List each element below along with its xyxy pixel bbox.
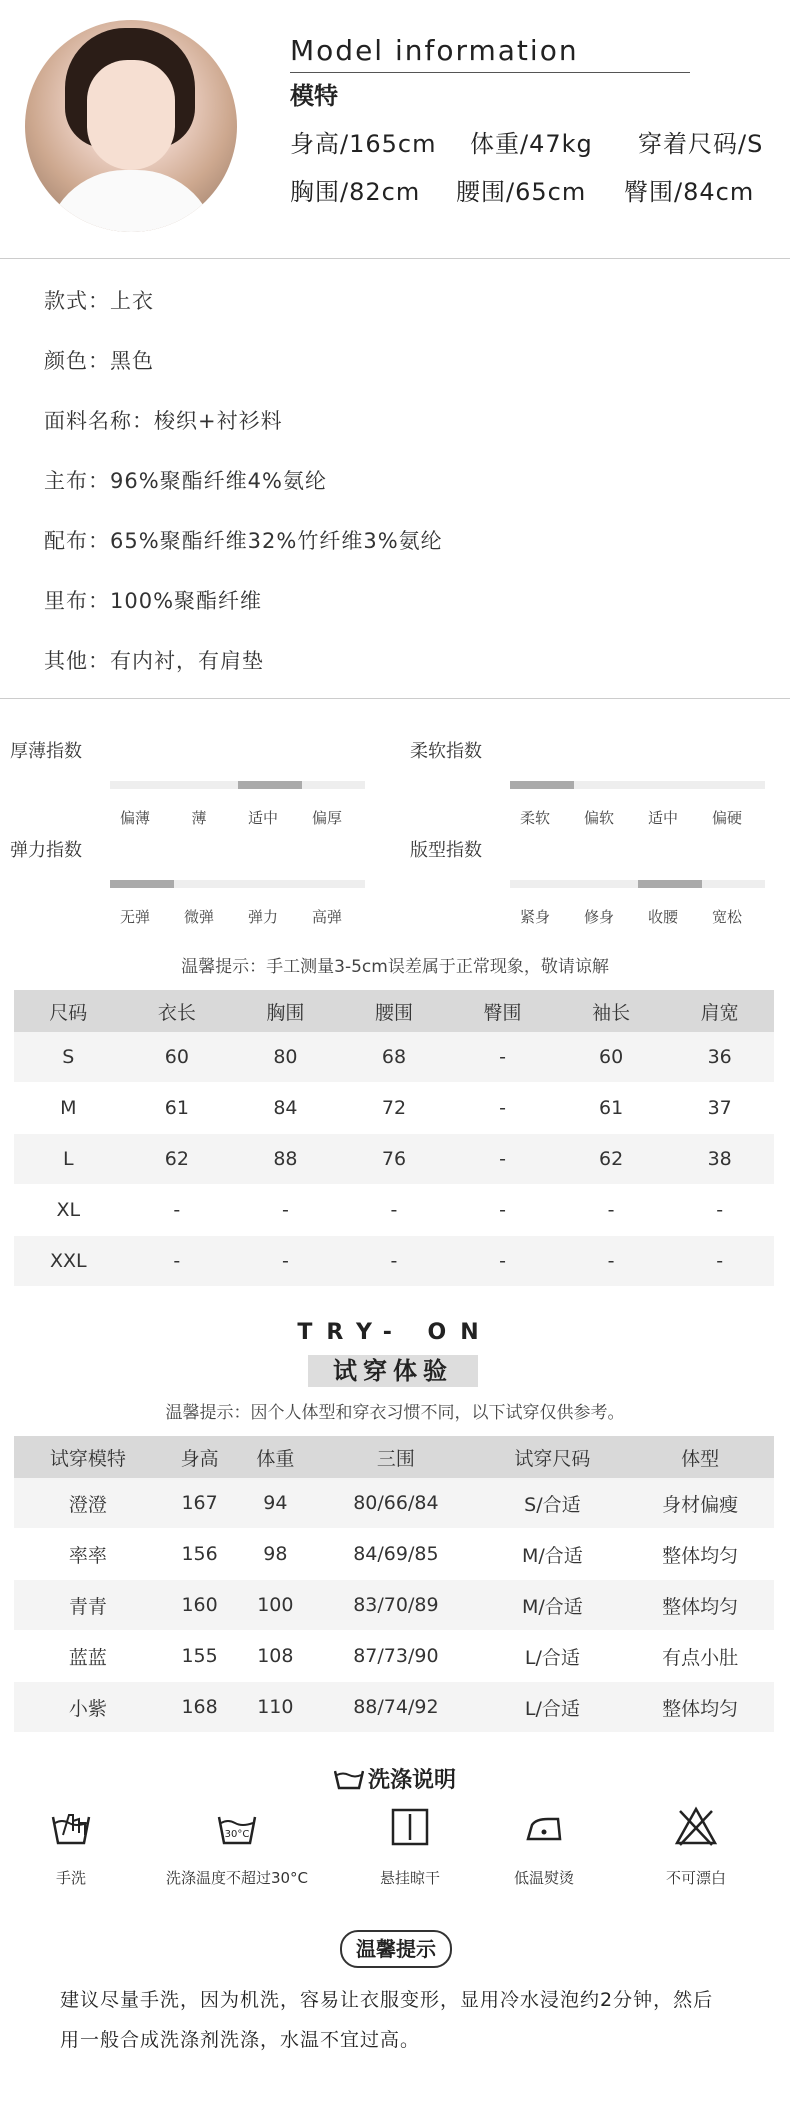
model-hip: 臀围/84cm: [624, 178, 755, 206]
table-header: 尺码: [14, 990, 123, 1032]
index-option: 紧身: [519, 908, 551, 926]
spec-secondary-fabric: 配布：65%聚酯纤维32%竹纤维3%氨纶: [44, 529, 443, 553]
table-cell: 36: [665, 1032, 774, 1083]
title-underline: [290, 72, 690, 73]
table-cell: 37: [665, 1083, 774, 1134]
table-cell: M/合适: [479, 1529, 627, 1580]
table-cell: 61: [557, 1083, 666, 1134]
table-row: [14, 1185, 774, 1236]
table-cell: XXL: [14, 1236, 123, 1287]
table-row: [14, 1682, 774, 1733]
table-cell: 68: [340, 1032, 449, 1083]
index-2: [10, 836, 390, 926]
wash-item-iron: [464, 1805, 624, 1888]
index-bar-fill: [110, 880, 174, 888]
table-cell: 62: [123, 1134, 232, 1185]
table-header: 身高: [162, 1436, 238, 1478]
table-row: [14, 1478, 774, 1529]
table-cell: 156: [162, 1529, 238, 1580]
index-bar-fill: [238, 781, 302, 789]
wash-label-bleach: 不可漂白: [665, 1869, 726, 1887]
tryon-notice: 温馨提示：因个人体型和穿衣习惯不同，以下试穿仅供参考。: [165, 1403, 625, 1423]
index-label: 版型指数: [410, 840, 482, 861]
wash-30-icon: [215, 1805, 259, 1849]
tryon-table: [14, 1436, 774, 1733]
index-3: [410, 836, 790, 926]
table-cell: M/合适: [479, 1580, 627, 1631]
size-notice: 温馨提示：手工测量3-5cm误差属于正常现象，敬请谅解: [181, 957, 609, 977]
hang-dry-icon: [388, 1805, 432, 1849]
table-cell: 澄澄: [14, 1478, 162, 1529]
table-cell: L: [14, 1134, 123, 1185]
index-option: 柔软: [519, 809, 551, 827]
spec-main-fabric: 主布：96%聚酯纤维4%氨纶: [44, 469, 327, 493]
divider: [0, 258, 790, 259]
table-header: 胸围: [231, 990, 340, 1032]
index-option: 收腰: [647, 908, 679, 926]
wash-title-label: 洗涤说明: [367, 1768, 456, 1793]
table-cell: XL: [14, 1185, 123, 1236]
table-header: 试穿模特: [14, 1436, 162, 1478]
index-bar-fill: [510, 781, 574, 789]
model-size: 穿着尺码/S: [638, 130, 764, 158]
wash-temp-badge: 30°C: [224, 1829, 250, 1840]
table-cell: -: [665, 1236, 774, 1287]
tryon-subtitle: 试穿体验: [308, 1355, 478, 1387]
table-cell: 87/73/90: [313, 1631, 478, 1682]
table-header: 体型: [626, 1436, 774, 1478]
table-cell: 84: [231, 1083, 340, 1134]
wash-item-temp: [157, 1805, 317, 1888]
index-option: 适中: [647, 809, 679, 827]
table-cell: 有点小肚: [626, 1631, 774, 1682]
table-cell: 62: [557, 1134, 666, 1185]
table-cell: 108: [237, 1631, 313, 1682]
spec-color: 颜色：黑色: [44, 349, 154, 373]
index-bar: [510, 880, 765, 888]
table-header: 体重: [237, 1436, 313, 1478]
table-cell: L/合适: [479, 1631, 627, 1682]
table-cell: 167: [162, 1478, 238, 1529]
table-cell: -: [123, 1185, 232, 1236]
table-row: [14, 1580, 774, 1631]
table-cell: -: [340, 1185, 449, 1236]
table-cell: -: [231, 1236, 340, 1287]
table-cell: 整体均匀: [626, 1580, 774, 1631]
index-option: 偏厚: [311, 809, 343, 827]
table-cell: 整体均匀: [626, 1529, 774, 1580]
table-cell: -: [448, 1032, 557, 1083]
table-cell: 60: [557, 1032, 666, 1083]
table-row: [14, 1631, 774, 1682]
index-bar: [110, 781, 365, 789]
divider: [0, 698, 790, 699]
table-cell: 小紫: [14, 1682, 162, 1733]
table-cell: -: [448, 1185, 557, 1236]
wash-label-hang: 悬挂晾干: [379, 1869, 440, 1887]
index-option: 宽松: [711, 908, 743, 926]
index-label: 厚薄指数: [10, 741, 82, 762]
table-cell: 身材偏瘦: [626, 1478, 774, 1529]
table-cell: 83/70/89: [313, 1580, 478, 1631]
table-header: 腰围: [340, 990, 449, 1032]
wash-label-temp: 洗涤温度不超过30°C: [165, 1869, 309, 1887]
index-option: 偏薄: [119, 809, 151, 827]
model-waist: 腰围/65cm: [456, 178, 587, 206]
table-header: 臀围: [448, 990, 557, 1032]
model-weight: 体重/47kg: [470, 130, 593, 158]
table-cell: 98: [237, 1529, 313, 1580]
spec-style: 款式：上衣: [44, 289, 154, 313]
index-option: 适中: [247, 809, 279, 827]
table-cell: 率率: [14, 1529, 162, 1580]
model-subtitle: 模特: [290, 82, 338, 110]
index-bar: [510, 781, 765, 789]
table-cell: 蓝蓝: [14, 1631, 162, 1682]
spec-lining: 里布：100%聚酯纤维: [44, 589, 263, 613]
table-row: [14, 1032, 774, 1083]
table-cell: 整体均匀: [626, 1682, 774, 1733]
table-cell: 110: [237, 1682, 313, 1733]
index-bar-fill: [638, 880, 702, 888]
tip-line-2: 用一般合成洗涤剂洗涤，水温不宜过高。: [60, 2029, 421, 2051]
table-cell: 100: [237, 1580, 313, 1631]
basin-icon: [334, 1768, 364, 1790]
wash-item-bleach: [616, 1805, 776, 1888]
table-cell: 155: [162, 1631, 238, 1682]
index-option: 弹力: [247, 908, 279, 926]
table-cell: 94: [237, 1478, 313, 1529]
table-cell: 青青: [14, 1580, 162, 1631]
table-cell: -: [448, 1236, 557, 1287]
model-avatar: [25, 20, 237, 232]
table-row: [14, 1236, 774, 1287]
table-cell: S/合适: [479, 1478, 627, 1529]
index-option: 高弹: [311, 908, 343, 926]
index-bar: [110, 880, 365, 888]
tip-line-1: 建议尽量手洗，因为机洗，容易让衣服变形，显用冷水浸泡约2分钟，然后: [60, 1989, 714, 2011]
table-cell: -: [123, 1236, 232, 1287]
table-header: 袖长: [557, 990, 666, 1032]
wash-title: [0, 1763, 790, 1794]
table-cell: 61: [123, 1083, 232, 1134]
table-cell: 88/74/92: [313, 1682, 478, 1733]
table-header: 衣长: [123, 990, 232, 1032]
index-option: 偏硬: [711, 809, 743, 827]
spec-fabric: 面料名称：梭织+衬衫料: [44, 409, 283, 433]
tryon-title: TRY- ON: [297, 1320, 493, 1345]
table-cell: -: [665, 1185, 774, 1236]
spec-other: 其他：有内衬，有肩垫: [44, 649, 264, 673]
table-cell: 80/66/84: [313, 1478, 478, 1529]
table-cell: -: [448, 1083, 557, 1134]
index-1: [410, 737, 790, 827]
table-row: [14, 1529, 774, 1580]
table-cell: 88: [231, 1134, 340, 1185]
model-info-title: Model information: [290, 34, 579, 67]
index-option: 偏软: [583, 809, 615, 827]
table-cell: -: [340, 1236, 449, 1287]
no-bleach-icon: [674, 1805, 718, 1849]
index-option: 微弹: [183, 908, 215, 926]
table-cell: 60: [123, 1032, 232, 1083]
wash-label-hand: 手洗: [55, 1869, 86, 1887]
wash-item-hand: [0, 1805, 151, 1888]
model-height: 身高/165cm: [290, 130, 437, 158]
table-cell: 80: [231, 1032, 340, 1083]
table-row: [14, 1134, 774, 1185]
table-header: 试穿尺码: [479, 1436, 627, 1478]
hand-wash-icon: [49, 1805, 93, 1849]
low-iron-icon: [522, 1805, 566, 1849]
table-header: 三围: [313, 1436, 478, 1478]
size-table: [14, 990, 774, 1287]
index-option: 薄: [191, 809, 207, 827]
table-cell: 38: [665, 1134, 774, 1185]
model-bust: 胸围/82cm: [290, 178, 421, 206]
table-cell: -: [557, 1185, 666, 1236]
table-cell: M: [14, 1083, 123, 1134]
table-cell: -: [231, 1185, 340, 1236]
table-cell: 76: [340, 1134, 449, 1185]
tip-badge: 温馨提示: [340, 1930, 452, 1968]
index-label: 柔软指数: [410, 741, 482, 762]
table-cell: 168: [162, 1682, 238, 1733]
table-row: [14, 1083, 774, 1134]
index-option: 修身: [583, 908, 615, 926]
model-section: [0, 0, 790, 260]
table-cell: 84/69/85: [313, 1529, 478, 1580]
table-header: 肩宽: [665, 990, 774, 1032]
table-cell: S: [14, 1032, 123, 1083]
index-label: 弹力指数: [10, 840, 82, 861]
index-option: 无弹: [119, 908, 151, 926]
table-cell: L/合适: [479, 1682, 627, 1733]
index-0: [10, 737, 390, 827]
table-cell: -: [557, 1236, 666, 1287]
table-cell: 72: [340, 1083, 449, 1134]
table-cell: -: [448, 1134, 557, 1185]
table-cell: 160: [162, 1580, 238, 1631]
wash-label-iron: 低温熨烫: [513, 1869, 574, 1887]
